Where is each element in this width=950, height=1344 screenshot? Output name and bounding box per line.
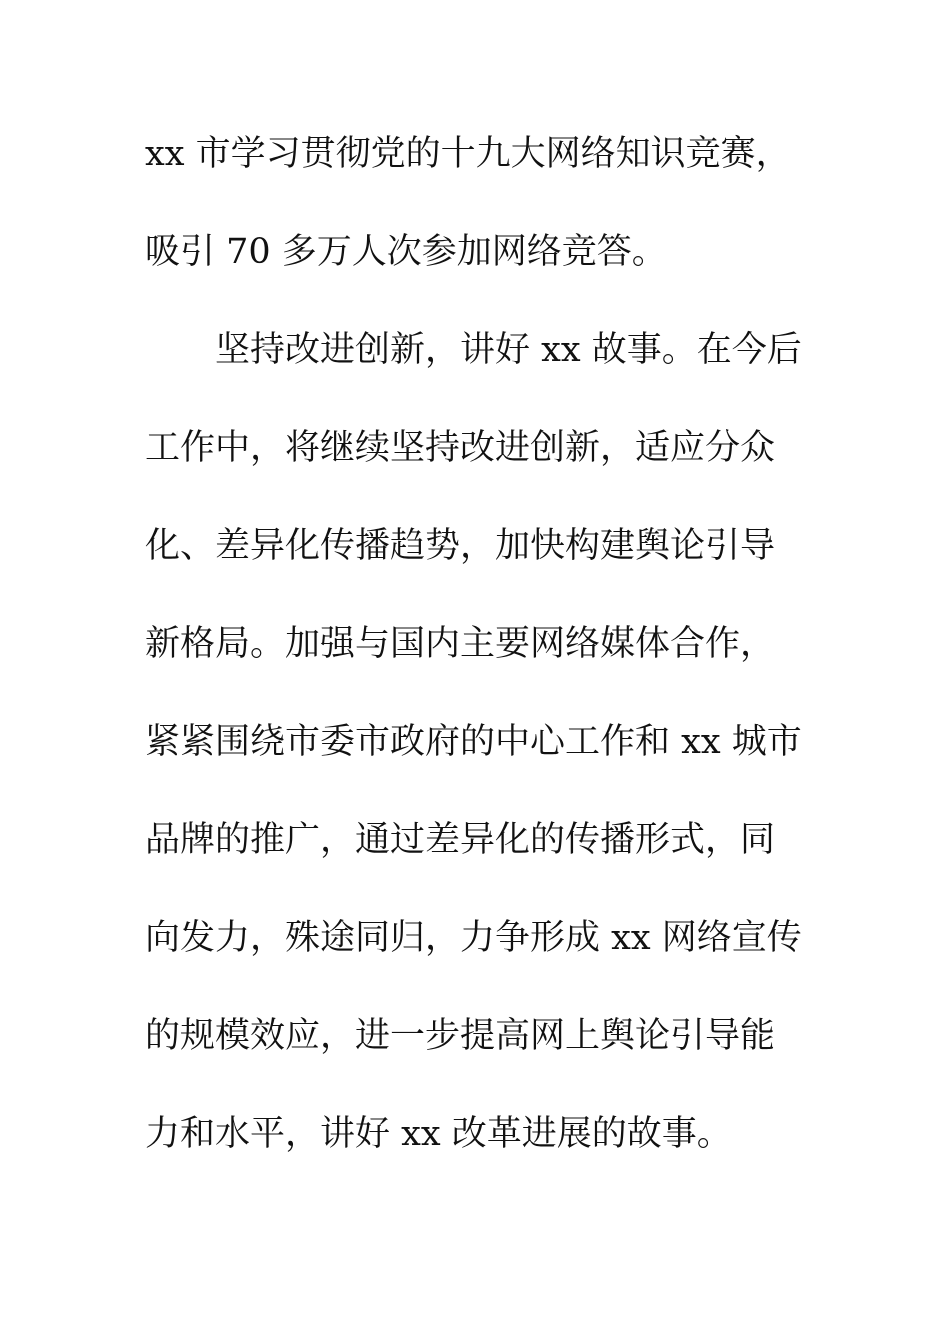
text-line: xx 市学习贯彻党的十九大网络知识竞赛， [145, 134, 791, 174]
text-line: 紧紧围绕市委市政府的中心工作和 xx 城市 [145, 722, 802, 762]
text-line: 工作中，将继续坚持改进创新，适应分众 [145, 428, 776, 468]
text-line: 吸引 70 多万人次参加网络竞答。 [145, 232, 667, 272]
paragraph-start-line: 坚持改进创新，讲好 xx 故事。在今后 [215, 330, 802, 370]
text-line: 向发力，殊途同归，力争形成 xx 网络宣传 [145, 918, 802, 958]
body-text [145, 128, 805, 1206]
text-line: 新格局。加强与国内主要网络媒体合作， [145, 624, 776, 664]
text-line: 力和水平，讲好 xx 改革进展的故事。 [145, 1114, 732, 1154]
text-line: 品牌的推广，通过差异化的传播形式，同 [145, 820, 776, 860]
text-line: 的规模效应，进一步提高网上舆论引导能 [145, 1016, 776, 1056]
text-line: 化、差异化传播趋势，加快构建舆论引导 [145, 526, 776, 566]
